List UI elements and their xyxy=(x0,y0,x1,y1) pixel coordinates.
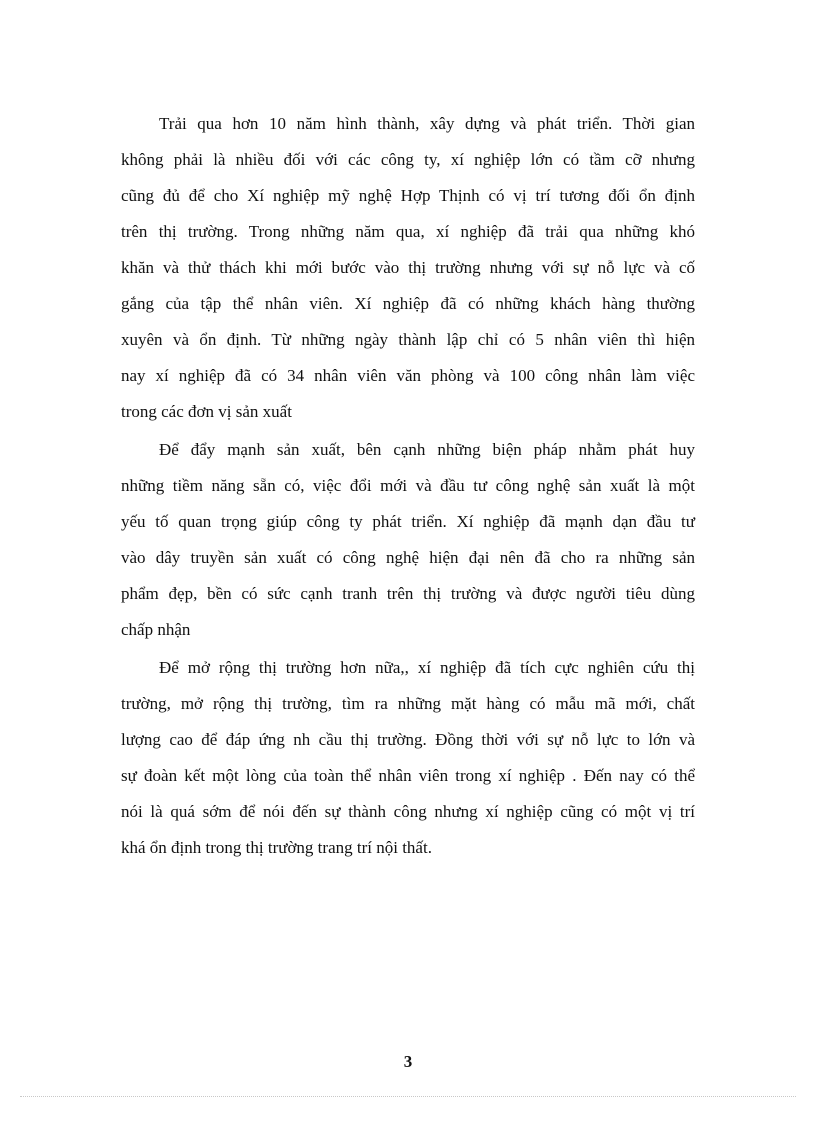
text-line: không phải là nhiều đối với các công ty, xí nghiệp lớn có tầm cỡ nhưng xyxy=(121,150,695,169)
text-line: trường, mở rộng thị trường, tìm ra những mặt hàng có mẫu mã mới, chất xyxy=(121,694,695,713)
text-line: trên thị trường. Trong những năm qua, xí nghiệp đã trải qua những khó xyxy=(121,222,695,241)
text-line: phẩm đẹp, bền có sức cạnh tranh trên thị trường và được người tiêu dùng xyxy=(121,584,695,603)
text-line: chấp nhận xyxy=(121,620,191,639)
page-bottom-divider xyxy=(20,1096,796,1097)
text-line: xuyên và ổn định. Từ những ngày thành lập chỉ có 5 nhân viên thì hiện xyxy=(121,330,695,349)
text-line: Để mở rộng thị trường hơn nữa,, xí nghiệp đã tích cực nghiên cứu thị xyxy=(159,658,695,677)
text-line: cũng đủ để cho Xí nghiệp mỹ nghệ Hợp Thịnh có vị trí tương đối ổn định xyxy=(121,186,695,205)
text-line: lượng cao để đáp ứng nh cầu thị trường. Đồng thời với sự nỗ lực to lớn và xyxy=(121,730,695,749)
text-line: nay xí nghiệp đã có 34 nhân viên văn phòng và 100 công nhân làm việc xyxy=(121,366,695,385)
text-line: vào dây truyền sản xuất có công nghệ hiện đại nên đã cho ra những sản xyxy=(121,548,695,567)
page-number: 3 xyxy=(403,1052,413,1071)
text-line: Trải qua hơn 10 năm hình thành, xây dựng và phát triển. Thời gian xyxy=(159,114,695,133)
text-line: những tiềm năng sẵn có, việc đổi mới và đầu tư công nghệ sản xuất là một xyxy=(121,476,695,495)
text-line: sự đoàn kết một lòng của toàn thể nhân viên trong xí nghiệp . Đến nay có thể xyxy=(121,766,695,785)
text-line: khá ổn định trong thị trường trang trí nội thất. xyxy=(121,838,432,857)
text-line: nói là quá sớm để nói đến sự thành công nhưng xí nghiệp cũng có một vị trí xyxy=(121,802,695,821)
text-line: khăn và thử thách khi mới bước vào thị trường nhưng với sự nỗ lực và cố xyxy=(121,258,695,277)
text-line: yếu tố quan trọng giúp công ty phát triển. Xí nghiệp đã mạnh dạn đầu tư xyxy=(121,512,695,531)
text-line: gắng của tập thể nhân viên. Xí nghiệp đã có những khách hàng thường xyxy=(121,294,695,313)
text-line: Để đẩy mạnh sản xuất, bên cạnh những biện pháp nhằm phát huy xyxy=(159,440,695,459)
text-line: trong các đơn vị sản xuất xyxy=(121,402,292,421)
